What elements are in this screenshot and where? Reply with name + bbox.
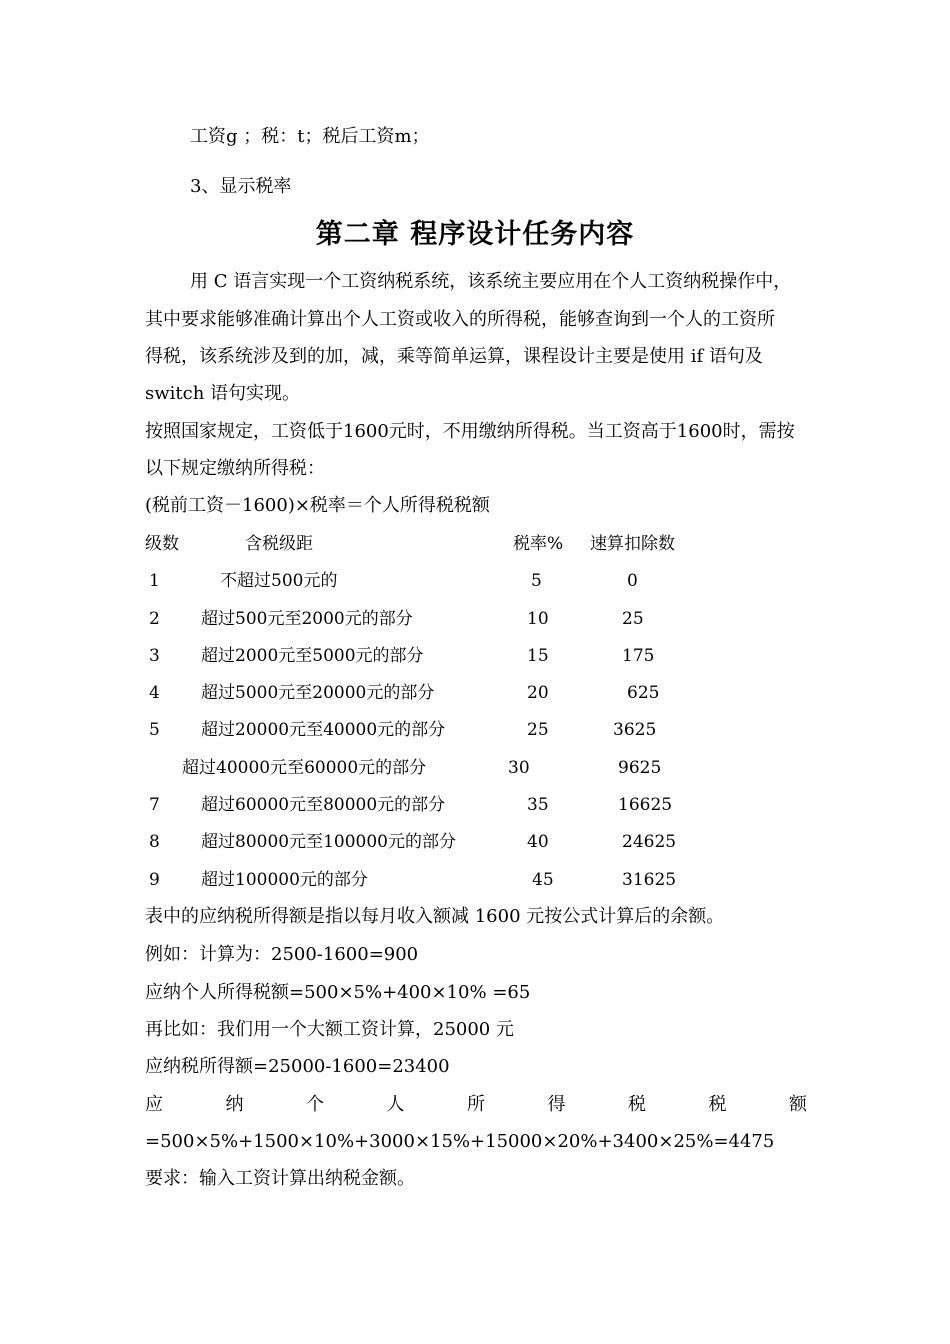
text-line: 3、显示税率 — [190, 176, 292, 197]
table-cell-level: 9 — [149, 870, 160, 890]
table-cell-range: 超过500元至2000元的部分 — [201, 609, 413, 629]
paragraph-line: 其中要求能够准确计算出个人工资或收入的所得税，能够查询到一个人的工资所 — [145, 309, 775, 330]
paragraph-line: 表中的应纳税所得额是指以每月收入额减 1600 元按公式计算后的余额。 — [145, 906, 725, 927]
table-cell-level: 3 — [149, 646, 160, 666]
paragraph-line: 按照国家规定，工资低于1600元时，不用缴纳所得税。当工资高于1600时，需按 — [145, 421, 795, 442]
table-cell-deduct: 16625 — [618, 795, 673, 815]
table-cell-range: 超过40000元至60000元的部分 — [182, 758, 427, 778]
table-cell-range: 超过80000元至100000元的部分 — [201, 832, 456, 852]
table-cell-deduct: 175 — [622, 646, 655, 666]
paragraph-line: switch 语句实现。 — [145, 383, 301, 404]
table-cell-deduct: 3625 — [613, 720, 657, 740]
char: 应 — [145, 1094, 163, 1115]
example-line: 应纳税所得额=25000-1600=23400 — [145, 1056, 450, 1077]
table-cell-rate: 5 — [531, 571, 542, 591]
table-header-level: 级数 — [145, 534, 179, 554]
table-cell-deduct: 625 — [627, 683, 660, 703]
table-header-range: 含税级距 — [245, 534, 313, 554]
table-cell-rate: 10 — [527, 609, 549, 629]
justified-line — [145, 1093, 807, 1117]
table-cell-rate: 25 — [527, 720, 549, 740]
char: 税 — [628, 1094, 646, 1115]
chapter-title: 第二章 程序设计任务内容 — [315, 219, 635, 250]
table-cell-rate: 45 — [532, 870, 554, 890]
table-cell-range: 超过5000元至20000元的部分 — [201, 683, 435, 703]
table-header-deduct: 速算扣除数 — [590, 534, 675, 554]
text-line: 工资g ；税：t；税后工资m； — [190, 126, 430, 147]
formula-line: (税前工资－1600)×税率＝个人所得税税额 — [145, 495, 490, 516]
example-line: 应纳个人所得税额=500×5%+400×10% =65 — [145, 982, 531, 1003]
table-cell-rate: 35 — [527, 795, 549, 815]
table-cell-deduct: 25 — [622, 609, 644, 629]
table-cell-rate: 15 — [527, 646, 549, 666]
table-cell-level: 7 — [149, 795, 160, 815]
table-cell-range: 超过60000元至80000元的部分 — [201, 795, 446, 815]
paragraph-line: 以下规定缴纳所得税： — [145, 458, 325, 479]
char: 人 — [386, 1094, 405, 1115]
table-cell-range: 超过2000元至5000元的部分 — [201, 646, 424, 666]
table-cell-deduct: 31625 — [622, 870, 677, 890]
paragraph-line: 得税，该系统涉及到的加，减，乘等简单运算，课程设计主要是使用 if 语句及 — [145, 346, 763, 367]
char: 纳 — [225, 1094, 244, 1115]
table-cell-rate: 30 — [508, 758, 530, 778]
example-line: 例如：计算为：2500-1600=900 — [145, 944, 419, 965]
char: 得 — [547, 1094, 566, 1115]
table-cell-rate: 40 — [527, 832, 549, 852]
table-cell-level: 2 — [149, 609, 160, 629]
table-cell-level: 8 — [149, 832, 160, 852]
table-cell-level: 5 — [149, 720, 160, 740]
requirement-line: 要求：输入工资计算出纳税金额。 — [145, 1168, 415, 1189]
table-cell-level: 1 — [149, 571, 160, 591]
char: 额 — [789, 1094, 807, 1115]
char: 所 — [467, 1094, 485, 1115]
table-cell-rate: 20 — [527, 683, 549, 703]
char: 税 — [708, 1094, 727, 1115]
char: 个 — [306, 1094, 324, 1115]
table-cell-range: 超过100000元的部分 — [201, 870, 368, 890]
paragraph-line: 用 C 语言实现一个工资纳税系统，该系统主要应用在个人工资纳税操作中， — [190, 271, 792, 292]
table-cell-deduct: 0 — [627, 571, 638, 591]
table-cell-deduct: 24625 — [622, 832, 677, 852]
table-header-rate: 税率% — [513, 534, 564, 554]
table-cell-range: 超过20000元至40000元的部分 — [201, 720, 446, 740]
table-cell-level: 4 — [149, 683, 160, 703]
table-cell-deduct: 9625 — [618, 758, 662, 778]
example-line: 再比如：我们用一个大额工资计算，25000 元 — [145, 1019, 514, 1040]
table-cell-range: 不超过500元的 — [220, 571, 338, 591]
formula-line: =500×5%+1500×10%+3000×15%+15000×20%+3400×25%=4475 — [145, 1131, 775, 1152]
